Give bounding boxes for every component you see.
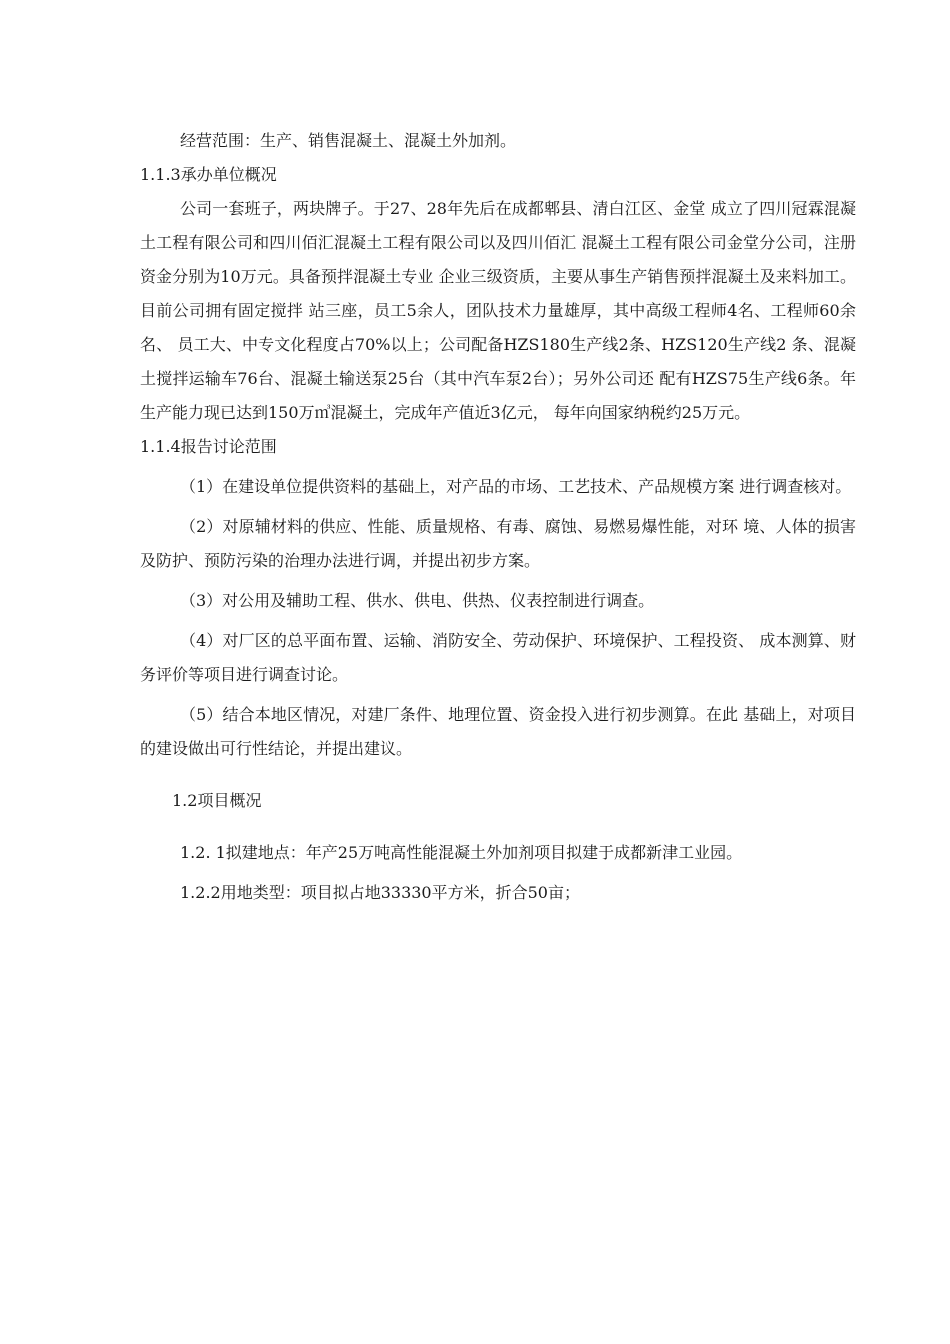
section-1-2-1-paragraph: 1.2. 1拟建地点：年产25万吨高性能混凝土外加剂项目拟建于成都新津工业园。	[180, 843, 743, 862]
section-1-1-3-heading: 1.1.3承办单位概况	[140, 165, 277, 184]
section-1-1-4-heading: 1.1.4报告讨论范围	[140, 437, 277, 456]
scope-item-3: （3）对公用及辅助工程、供水、供电、供热、仪表控制进行调查。	[180, 591, 655, 610]
scope-item-1: （1）在建设单位提供资料的基础上，对产品的市场、工艺技术、产品规模方案 进行调查核对。	[180, 477, 852, 496]
scope-item-5: （5）结合本地区情况，对建厂条件、地理位置、资金投入进行初步测算。在此 基础上，对项目的建设做出可行性结论，并提出建议。	[140, 705, 856, 758]
company-overview-paragraph: 公司一套班子，两块牌子。于27、28年先后在成都郫县、清白江区、金堂 成立了四川冠霖混凝土工程有限公司和四川佰汇混凝土工程有限公司以及四川佰汇 混凝土工程有限公司金堂分公司，注册资金分别为10万元。具备预拌混凝土专业 企业三级资质，主要从事生产销售预拌混凝土及来料加工。目前公司拥有固定搅拌 站三座，员工5余人，团队技术力量雄厚，其中高级工程师4名、工程师60余名、 员工大、中专文化程度占70%以上；公司配备HZS180生产线2条、HZS120生产线2 条、混凝土搅拌运输车76台、混凝土输送泵25台（其中汽车泵2台）；另外公司还 配有HZS75生产线6条。年生产能力现已达到150万㎥混凝土，完成年产值近3亿元， 每年向国家纳税约25万元。	[140, 199, 856, 422]
scope-item-4: （4）对厂区的总平面布置、运输、消防安全、劳动保护、环境保护、工程投资、 成本测算、财务评价等项目进行调查讨论。	[140, 631, 856, 684]
business-scope-paragraph: 经营范围：生产、销售混凝土、混凝土外加剂。	[180, 131, 517, 150]
section-1-2-2-paragraph: 1.2.2用地类型：项目拟占地33330平方米，折合50亩；	[180, 883, 580, 902]
document-body	[140, 124, 856, 910]
section-1-2-heading: 1.2项目概况	[172, 791, 262, 810]
scope-item-2: （2）对原辅材料的供应、性能、质量规格、有毒、腐蚀、易燃易爆性能，对环 境、人体的损害及防护、预防污染的治理办法进行调，并提出初步方案。	[140, 517, 856, 570]
